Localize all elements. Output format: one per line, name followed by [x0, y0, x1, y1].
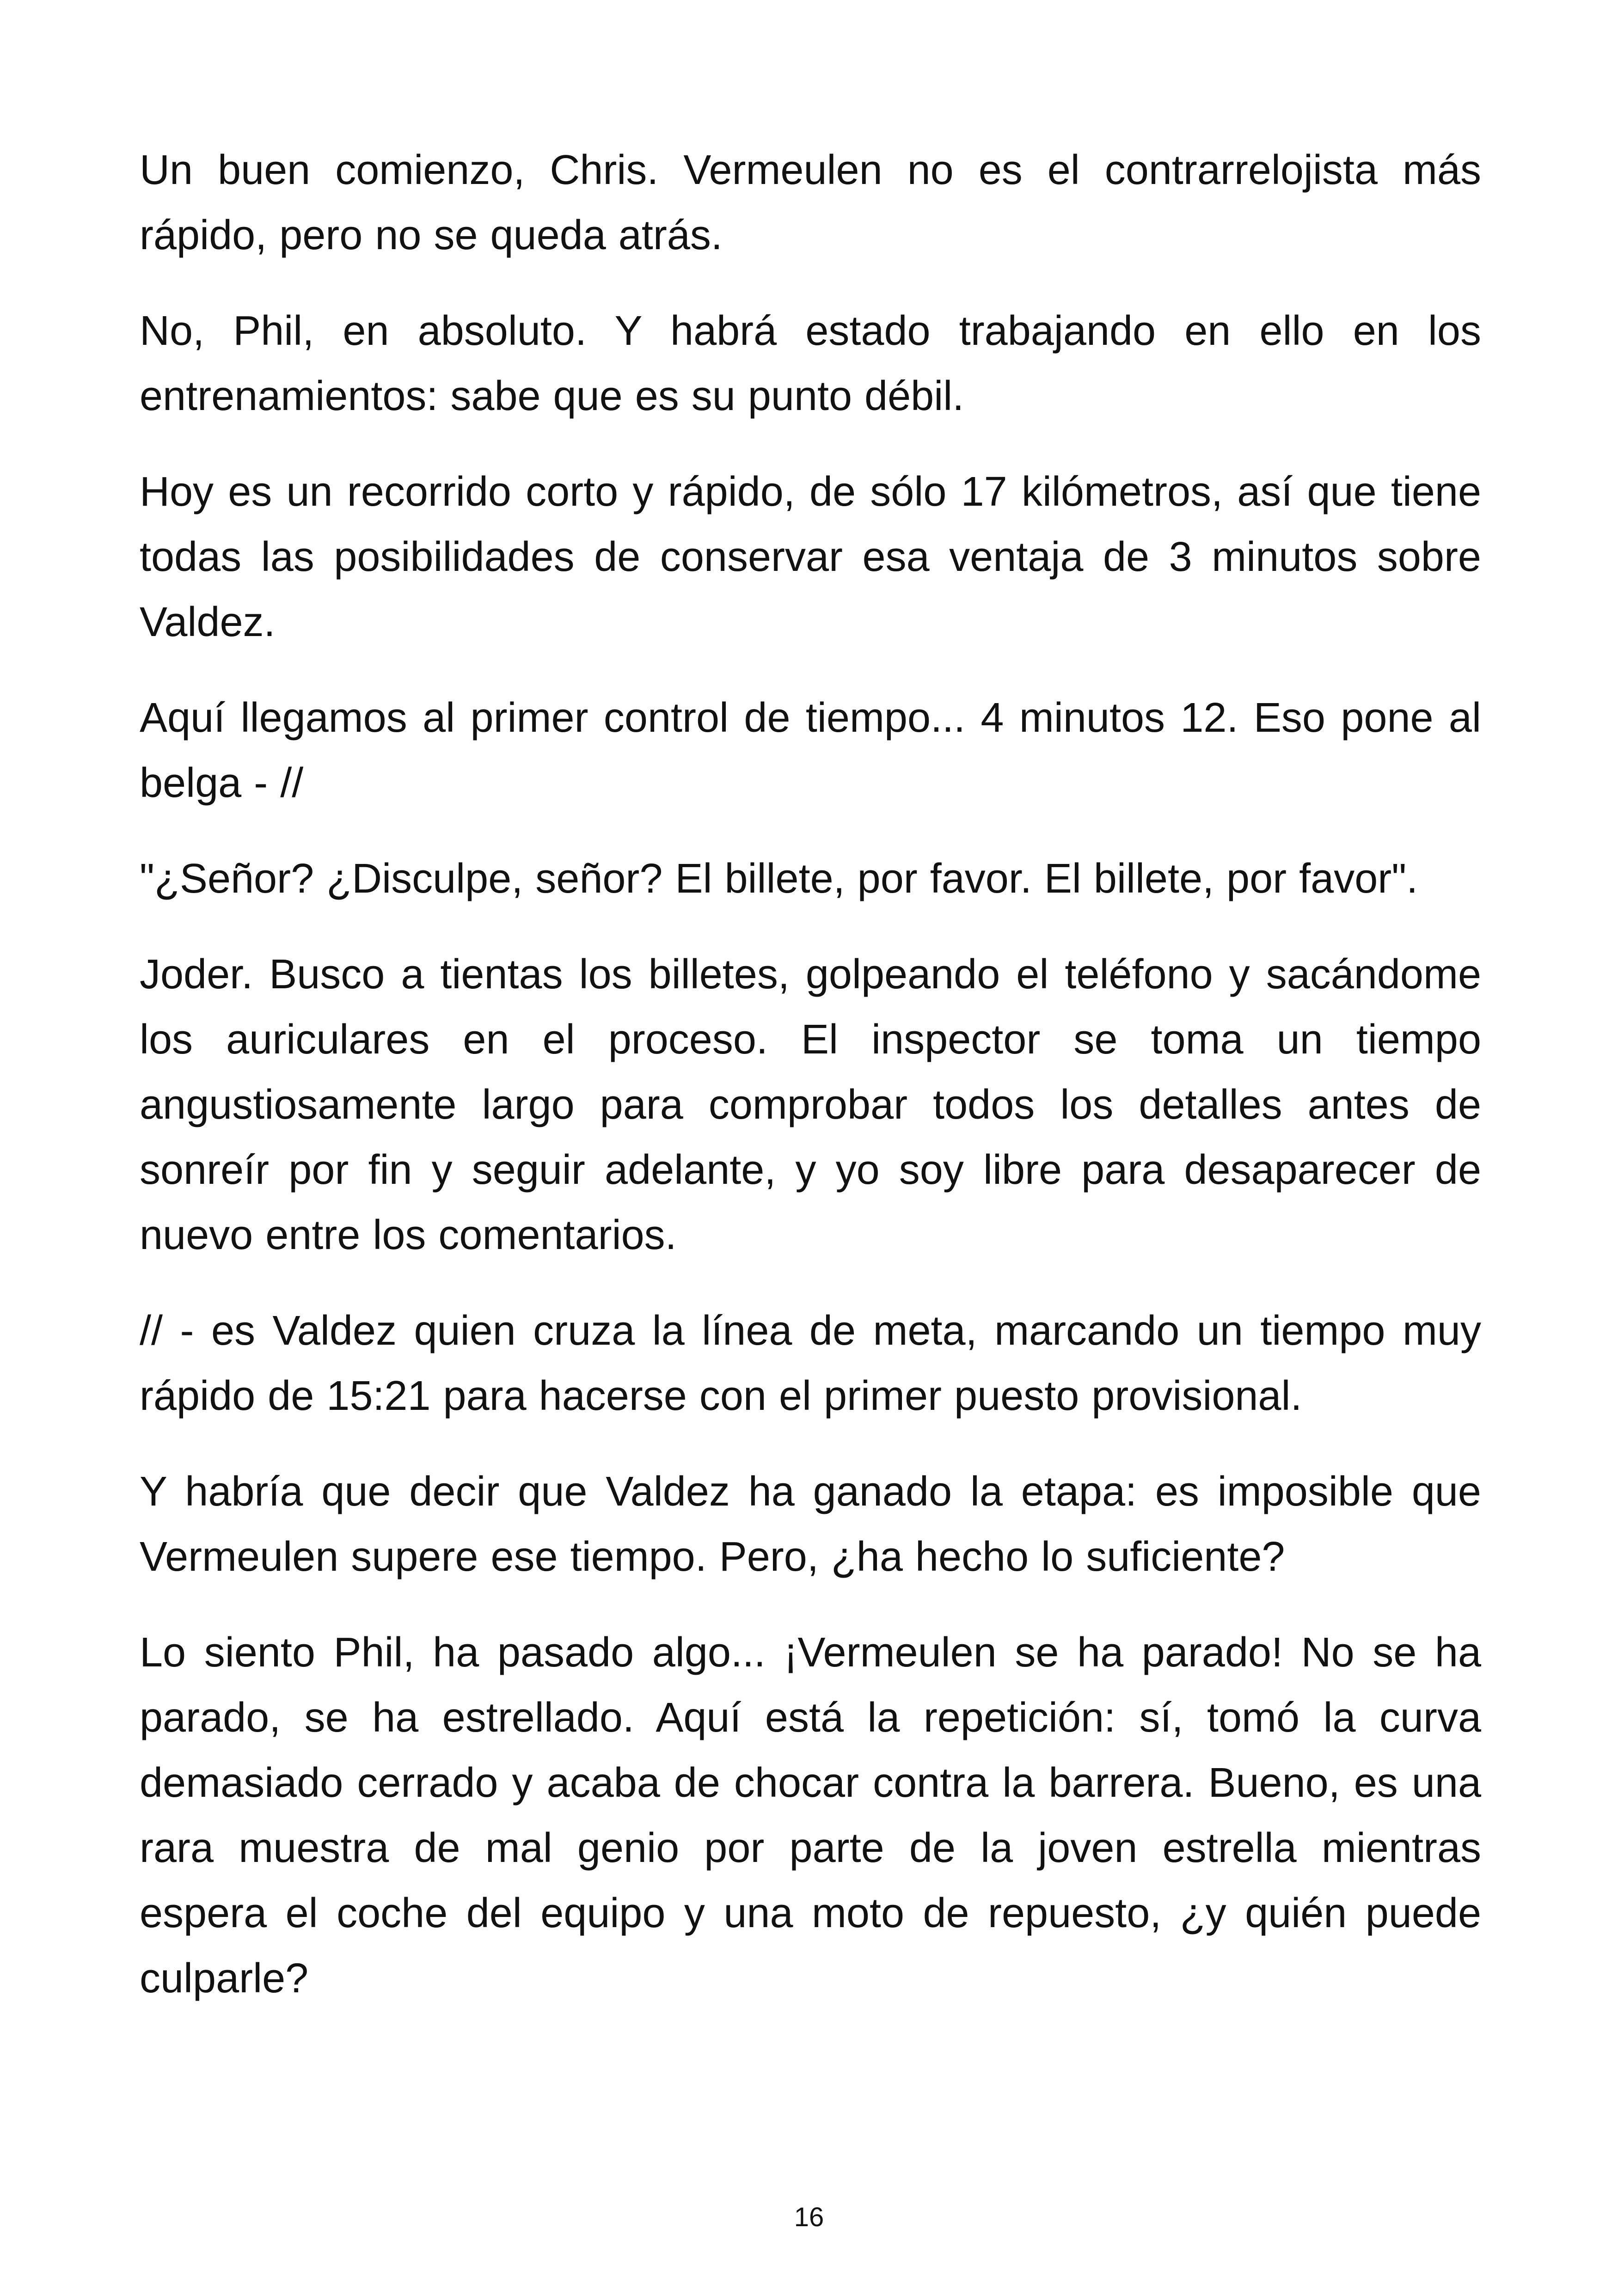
paragraph-4: Aquí llegamos al primer control de tiempo... 4 minutos 12. Eso pone al belga - //	[140, 695, 1481, 806]
paragraph-7: // - es Valdez quien cruza la línea de meta, marcando un tiempo muy rápido de 15:21 para hacerse con el primer puesto provisional.	[140, 1308, 1481, 1419]
paragraph-5: "¿Señor? ¿Disculpe, señor? El billete, por favor. El billete, por favor".	[140, 856, 1418, 902]
paragraph-1: Un buen comienzo, Chris. Vermeulen no es el contrarrelojista más rápido, pero no se queda atrás.	[140, 147, 1481, 258]
paragraph-3: Hoy es un recorrido corto y rápido, de sólo 17 kilómetros, así que tiene todas las posibilidades de conservar esa ventaja de 3 minutos sobre Valdez.	[140, 469, 1481, 645]
paragraph-9: Lo siento Phil, ha pasado algo... ¡Vermeulen se ha parado! No se ha parado, se ha estrellado. Aquí está la repetición: sí, tomó la curva demasiado cerrado y acaba de chocar contra la barrera. Bueno, es una rara muestra de mal genio por parte de la joven estrella mientras espera el coche del equipo y una moto de repuesto, ¿y quién puede culparle?	[140, 1629, 1481, 2002]
paragraph-6: Joder. Busco a tientas los billetes, golpeando el teléfono y sacándome los auriculares en el proceso. El inspector se toma un tiempo angustiosamente largo para comprobar todos los detalles antes de sonreír por fin y seguir adelante, y yo soy libre para desaparecer de nuevo entre los comentarios.	[140, 951, 1481, 1258]
paragraph-2: No, Phil, en absoluto. Y habrá estado trabajando en ello en los entrenamientos: sabe que es su punto débil.	[140, 308, 1481, 419]
page-number: 16	[794, 2202, 824, 2232]
page-body	[140, 138, 1481, 2042]
paragraph-8: Y habría que decir que Valdez ha ganado la etapa: es imposible que Vermeulen supere ese tiempo. Pero, ¿ha hecho lo suficiente?	[140, 1469, 1481, 1580]
